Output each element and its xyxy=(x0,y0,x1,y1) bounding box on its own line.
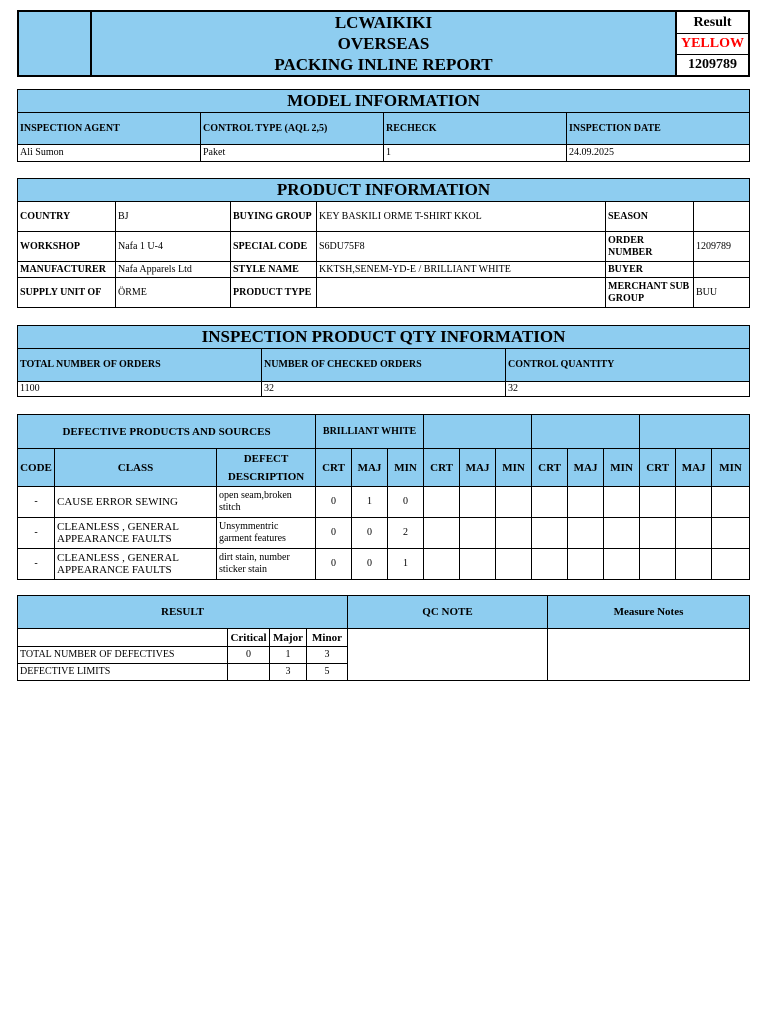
manufacturer-label: MANUFACTURER xyxy=(18,262,116,278)
defect-class: CLEANLESS , GENERAL APPEARANCE FAULTS xyxy=(55,518,217,549)
color-group-empty-2 xyxy=(424,415,532,449)
maj-header: MAJ xyxy=(460,449,496,487)
recheck-label: RECHECK xyxy=(384,113,567,145)
defect-description: open seam,broken stitch xyxy=(217,487,316,518)
defect-crt: 0 xyxy=(316,549,352,580)
min-header: MIN xyxy=(388,449,424,487)
buying-group-value: KEY BASKILI ORME T-SHIRT KKOL xyxy=(317,202,606,232)
qc-note-title: QC NOTE xyxy=(348,596,548,629)
total-minor: 3 xyxy=(307,647,348,664)
season-value xyxy=(694,202,750,232)
defect-code: - xyxy=(18,487,55,518)
model-information-title: MODEL INFORMATION xyxy=(18,90,750,113)
measure-notes-title: Measure Notes xyxy=(548,596,750,629)
defect-description-header: DEFECT DESCRIPTION xyxy=(217,449,316,487)
supply-unit-value: ÖRME xyxy=(116,278,231,308)
total-defectives-label: TOTAL NUMBER OF DEFECTIVES xyxy=(18,647,228,664)
defect-description: Unsymmentric garment features xyxy=(217,518,316,549)
qty-information-title: INSPECTION PRODUCT QTY INFORMATION xyxy=(18,326,750,349)
defect-maj: 0 xyxy=(352,549,388,580)
company-name: LCWAIKIKI xyxy=(334,13,433,32)
product-type-label: PRODUCT TYPE xyxy=(231,278,317,308)
report-title: PACKING INLINE REPORT xyxy=(274,55,493,74)
style-name-value: KKTSH,SENEM-YD-E / BRILLIANT WHITE xyxy=(317,262,606,278)
defective-limits-label: DEFECTIVE LIMITS xyxy=(18,664,228,681)
buyer-label: BUYER xyxy=(606,262,694,278)
defect-maj: 1 xyxy=(352,487,388,518)
color-group-empty-3 xyxy=(532,415,640,449)
defect-code: - xyxy=(18,549,55,580)
maj-header: MAJ xyxy=(352,449,388,487)
checked-orders-label: NUMBER OF CHECKED ORDERS xyxy=(262,349,506,382)
defect-min: 1 xyxy=(388,549,424,580)
country-value: BJ xyxy=(116,202,231,232)
supply-unit-label: SUPPLY UNIT OF xyxy=(18,278,116,308)
qty-information-section xyxy=(17,325,750,397)
special-code-label: SPECIAL CODE xyxy=(231,232,317,262)
defect-code: - xyxy=(18,518,55,549)
min-header: MIN xyxy=(604,449,640,487)
checked-orders-value: 32 xyxy=(262,382,506,397)
model-information-section xyxy=(17,89,750,162)
inspection-agent-value: Ali Sumon xyxy=(18,145,201,162)
minor-header: Minor xyxy=(307,629,348,647)
inspection-date-value: 24.09.2025 xyxy=(567,145,750,162)
total-orders-value: 1100 xyxy=(18,382,262,397)
country-label: COUNTRY xyxy=(18,202,116,232)
crt-header: CRT xyxy=(424,449,460,487)
result-status: YELLOW xyxy=(677,34,748,55)
defect-min: 2 xyxy=(388,518,424,549)
limit-critical xyxy=(228,664,270,681)
defect-class: CLEANLESS , GENERAL APPEARANCE FAULTS xyxy=(55,549,217,580)
min-header: MIN xyxy=(496,449,532,487)
maj-header: MAJ xyxy=(568,449,604,487)
defect-crt: 0 xyxy=(316,518,352,549)
product-information-title: PRODUCT INFORMATION xyxy=(18,179,750,202)
table-row xyxy=(18,487,750,518)
control-type-value: Paket xyxy=(201,145,384,162)
order-number-label: ORDER NUMBER xyxy=(606,232,694,262)
total-critical: 0 xyxy=(228,647,270,664)
buying-group-label: BUYING GROUP xyxy=(231,202,317,232)
crt-header: CRT xyxy=(640,449,676,487)
control-quantity-label: CONTROL QUANTITY xyxy=(506,349,750,382)
defect-description: dirt stain, number sticker stain xyxy=(217,549,316,580)
inspection-agent-label: INSPECTION AGENT xyxy=(18,113,201,145)
season-label: SEASON xyxy=(606,202,694,232)
special-code-value: S6DU75F8 xyxy=(317,232,606,262)
style-name-label: STYLE NAME xyxy=(231,262,317,278)
defective-products-section xyxy=(17,414,750,580)
buyer-value xyxy=(694,262,750,278)
merchant-sub-group-label: MERCHANT SUB GROUP xyxy=(606,278,694,308)
defect-crt: 0 xyxy=(316,487,352,518)
defect-min: 0 xyxy=(388,487,424,518)
result-label: Result xyxy=(677,12,748,34)
qc-note-value xyxy=(348,629,548,681)
result-title: RESULT xyxy=(18,596,348,629)
defect-class: CAUSE ERROR SEWING xyxy=(55,487,217,518)
control-quantity-value: 32 xyxy=(506,382,750,397)
crt-header: CRT xyxy=(316,449,352,487)
defective-products-title: DEFECTIVE PRODUCTS AND SOURCES xyxy=(18,415,316,449)
measure-notes-value xyxy=(548,629,750,681)
workshop-value: Nafa 1 U-4 xyxy=(116,232,231,262)
table-row xyxy=(18,549,750,580)
code-header: CODE xyxy=(18,449,55,487)
color-group-empty-4 xyxy=(640,415,750,449)
company-subtitle: OVERSEAS xyxy=(337,34,430,53)
recheck-value: 1 xyxy=(384,145,567,162)
defect-maj: 0 xyxy=(352,518,388,549)
table-row xyxy=(18,518,750,549)
min-header: MIN xyxy=(712,449,750,487)
class-header: CLASS xyxy=(55,449,217,487)
workshop-label: WORKSHOP xyxy=(18,232,116,262)
limit-minor: 5 xyxy=(307,664,348,681)
report-number: 1209789 xyxy=(688,57,737,72)
manufacturer-value: Nafa Apparels Ltd xyxy=(116,262,231,278)
order-number-value: 1209789 xyxy=(694,232,750,262)
color-group-label: BRILLIANT WHITE xyxy=(316,415,424,449)
report-header xyxy=(17,10,750,75)
crt-header: CRT xyxy=(532,449,568,487)
maj-header: MAJ xyxy=(676,449,712,487)
product-information-section xyxy=(17,178,750,308)
inspection-date-label: INSPECTION DATE xyxy=(567,113,750,145)
product-type-value xyxy=(317,278,606,308)
merchant-sub-group-value: BUU xyxy=(694,278,750,308)
total-orders-label: TOTAL NUMBER OF ORDERS xyxy=(18,349,262,382)
major-header: Major xyxy=(270,629,307,647)
header-logo-cell xyxy=(18,11,91,76)
limit-major: 3 xyxy=(270,664,307,681)
result-box xyxy=(676,11,749,76)
result-section xyxy=(17,595,750,681)
control-type-label: CONTROL TYPE (AQL 2,5) xyxy=(201,113,384,145)
critical-header: Critical xyxy=(228,629,270,647)
total-major: 1 xyxy=(270,647,307,664)
header-title xyxy=(91,11,676,76)
